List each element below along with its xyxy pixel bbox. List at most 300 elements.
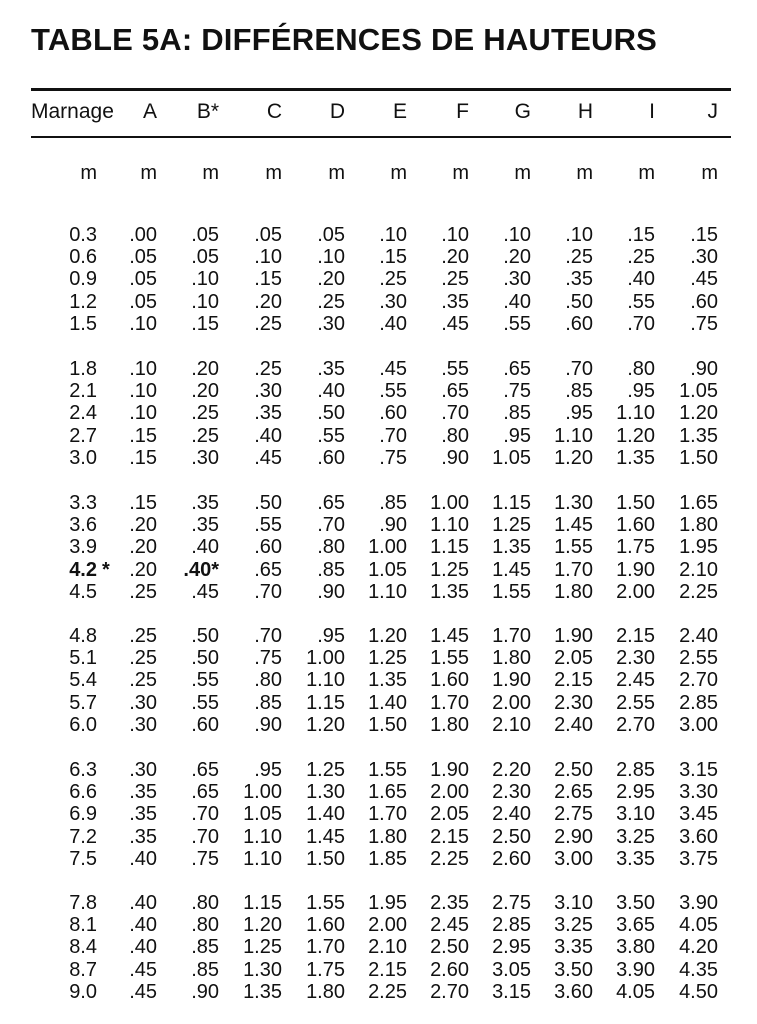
value-cell: 3.35 <box>554 936 593 959</box>
value-cell: .20 <box>129 558 157 581</box>
value-cell: 1.80 <box>492 647 531 670</box>
value-cell: 3.90 <box>616 958 655 981</box>
value-cell: .20 <box>317 268 345 291</box>
table-row <box>0 848 757 870</box>
table-row <box>0 380 757 402</box>
value-cell: 3.00 <box>679 713 718 736</box>
value-cell: .70 <box>441 402 469 425</box>
table-row <box>0 936 757 958</box>
value-cell: .70 <box>565 358 593 380</box>
value-cell: .30 <box>690 246 718 269</box>
table-body <box>0 224 757 1014</box>
value-cell: 1.90 <box>430 759 469 781</box>
marnage-cell: 4.8 <box>69 625 97 647</box>
value-cell: 2.25 <box>368 980 407 1003</box>
value-cell: 1.65 <box>368 781 407 804</box>
table-row <box>0 358 757 380</box>
value-cell: 1.80 <box>368 825 407 848</box>
value-cell: .80 <box>191 914 219 937</box>
value-cell: 1.50 <box>368 713 407 736</box>
value-cell: 2.20 <box>492 759 531 781</box>
marnage-cell: 2.4 <box>69 402 97 425</box>
value-cell: 2.30 <box>554 691 593 714</box>
value-cell: .30 <box>317 312 345 335</box>
value-cell: .40 <box>129 936 157 959</box>
value-cell: 2.55 <box>616 691 655 714</box>
value-cell: 1.20 <box>243 914 282 937</box>
value-cell: 1.80 <box>554 580 593 603</box>
value-cell: .10 <box>191 268 219 291</box>
value-cell: .35 <box>317 358 345 380</box>
value-cell: 1.40 <box>368 691 407 714</box>
value-cell: .95 <box>503 424 531 447</box>
value-cell: .30 <box>379 290 407 313</box>
value-cell: .20 <box>191 358 219 380</box>
value-cell: .70 <box>254 580 282 603</box>
value-cell: .25 <box>317 290 345 313</box>
value-cell: .65 <box>191 759 219 781</box>
value-cell: .15 <box>379 246 407 269</box>
value-cell: 3.60 <box>679 825 718 848</box>
value-cell: 3.75 <box>679 847 718 870</box>
value-cell: .90 <box>379 514 407 537</box>
value-cell: .60 <box>690 290 718 313</box>
value-cell: .35 <box>441 290 469 313</box>
value-cell: 1.35 <box>492 536 531 559</box>
table-row <box>0 647 757 669</box>
value-cell: .25 <box>254 312 282 335</box>
value-cell: .70 <box>379 424 407 447</box>
value-cell: .85 <box>191 958 219 981</box>
marnage-cell: 6.6 <box>69 781 97 804</box>
marnage-cell: 1.5 <box>69 312 97 335</box>
value-cell: 3.65 <box>616 914 655 937</box>
table-row <box>0 268 757 290</box>
value-cell: .85 <box>379 492 407 514</box>
value-cell: .80 <box>254 669 282 692</box>
value-cell: 2.50 <box>554 759 593 781</box>
marnage-cell: 5.7 <box>69 691 97 714</box>
unit-label: m <box>514 162 531 184</box>
value-cell: 2.40 <box>554 713 593 736</box>
column-header-f: F <box>456 100 469 123</box>
value-cell: 1.55 <box>430 647 469 670</box>
value-cell: 1.25 <box>306 759 345 781</box>
marnage-cell: 1.8 <box>69 358 97 380</box>
unit-label: m <box>452 162 469 184</box>
value-cell: .05 <box>129 246 157 269</box>
value-cell: 1.10 <box>430 514 469 537</box>
value-cell: 1.25 <box>243 936 282 959</box>
value-cell: 1.25 <box>492 514 531 537</box>
value-cell: .80 <box>191 892 219 914</box>
value-cell: 1.10 <box>243 847 282 870</box>
value-cell: .70 <box>191 825 219 848</box>
value-cell: .15 <box>690 224 718 246</box>
value-cell: .05 <box>317 224 345 246</box>
marnage-cell: 7.2 <box>69 825 97 848</box>
value-cell: 2.10 <box>492 713 531 736</box>
value-cell: .45 <box>379 358 407 380</box>
marnage-cell: 2.1 <box>69 380 97 403</box>
table-header <box>0 98 757 128</box>
value-cell: .30 <box>129 691 157 714</box>
value-cell: .30 <box>503 268 531 291</box>
table-row <box>0 714 757 736</box>
value-cell: 1.20 <box>306 713 345 736</box>
marnage-cell: 4.2 <box>69 558 97 581</box>
value-cell: .30 <box>191 446 219 469</box>
value-cell: 2.05 <box>430 803 469 826</box>
marnage-cell: 0.3 <box>69 224 97 246</box>
unit-label: m <box>638 162 655 184</box>
value-cell: .30 <box>254 380 282 403</box>
column-header-d: D <box>329 100 345 123</box>
value-cell: 1.80 <box>679 514 718 537</box>
value-cell: 1.15 <box>430 536 469 559</box>
marnage-cell: 5.4 <box>69 669 97 692</box>
value-cell: .35 <box>191 492 219 514</box>
value-cell: 1.40 <box>306 803 345 826</box>
value-cell: 1.55 <box>492 580 531 603</box>
table-row <box>0 803 757 825</box>
value-cell: 1.15 <box>243 892 282 914</box>
value-cell: .40 <box>254 424 282 447</box>
column-header-e: E <box>392 100 407 123</box>
value-cell: 3.25 <box>616 825 655 848</box>
value-cell: .25 <box>129 625 157 647</box>
value-cell: 1.20 <box>368 625 407 647</box>
value-cell: .40 <box>129 914 157 937</box>
value-cell: 1.50 <box>306 847 345 870</box>
unit-label: m <box>390 162 407 184</box>
value-cell: 1.25 <box>430 558 469 581</box>
value-cell: .40 <box>503 290 531 313</box>
value-cell: .40 <box>129 847 157 870</box>
value-cell: 1.35 <box>616 446 655 469</box>
value-cell: 1.05 <box>679 380 718 403</box>
value-cell: 1.00 <box>368 536 407 559</box>
value-cell: 3.10 <box>554 892 593 914</box>
value-cell: .10 <box>379 224 407 246</box>
value-cell: .90 <box>690 358 718 380</box>
value-cell: .70 <box>191 803 219 826</box>
value-cell: 1.10 <box>616 402 655 425</box>
value-cell: 2.00 <box>430 781 469 804</box>
value-cell: 1.20 <box>616 424 655 447</box>
value-cell: 1.75 <box>616 536 655 559</box>
table-row <box>0 759 757 781</box>
value-cell: .25 <box>441 268 469 291</box>
value-cell: .15 <box>254 268 282 291</box>
value-cell: .25 <box>129 669 157 692</box>
value-cell: 1.05 <box>243 803 282 826</box>
value-cell: 4.05 <box>679 914 718 937</box>
unit-label: m <box>265 162 282 184</box>
value-cell: 1.10 <box>554 424 593 447</box>
marnage-cell: 3.0 <box>69 446 97 469</box>
value-cell: .80 <box>441 424 469 447</box>
value-cell: .35 <box>129 781 157 804</box>
unit-label: m <box>328 162 345 184</box>
value-cell: 1.50 <box>616 492 655 514</box>
value-cell: .90 <box>254 713 282 736</box>
value-cell: 1.80 <box>306 980 345 1003</box>
unit-label: m <box>576 162 593 184</box>
value-cell: 2.15 <box>430 825 469 848</box>
value-cell: 2.05 <box>554 647 593 670</box>
value-cell: .45 <box>441 312 469 335</box>
value-cell: .55 <box>503 312 531 335</box>
value-cell: .10 <box>191 290 219 313</box>
value-cell: 3.80 <box>616 936 655 959</box>
value-cell: .40 <box>129 892 157 914</box>
value-cell: 2.00 <box>492 691 531 714</box>
unit-label: m <box>202 162 219 184</box>
value-cell: .65 <box>441 380 469 403</box>
value-cell: .55 <box>191 691 219 714</box>
value-cell: 1.10 <box>243 825 282 848</box>
value-cell: 2.50 <box>430 936 469 959</box>
value-cell: .35 <box>254 402 282 425</box>
value-cell: .90 <box>441 446 469 469</box>
value-cell: .70 <box>627 312 655 335</box>
value-cell: .30 <box>129 713 157 736</box>
marnage-cell: 8.7 <box>69 958 97 981</box>
marnage-cell: 6.0 <box>69 713 97 736</box>
value-cell: .80 <box>317 536 345 559</box>
value-cell: .60 <box>254 536 282 559</box>
value-cell: 1.00 <box>306 647 345 670</box>
value-cell: 2.35 <box>430 892 469 914</box>
column-header-b: B* <box>196 100 219 123</box>
value-cell: .55 <box>441 358 469 380</box>
value-cell: 1.45 <box>492 558 531 581</box>
value-cell: 1.20 <box>554 446 593 469</box>
marnage-cell: 8.4 <box>69 936 97 959</box>
table-row <box>0 492 757 514</box>
value-cell: .60 <box>565 312 593 335</box>
column-header-c: C <box>266 100 282 123</box>
value-cell: .05 <box>191 246 219 269</box>
value-cell: .50 <box>565 290 593 313</box>
value-cell: .20 <box>503 246 531 269</box>
value-cell: 2.55 <box>679 647 718 670</box>
value-cell: 2.60 <box>430 958 469 981</box>
value-cell: .20 <box>129 536 157 559</box>
value-cell: 1.15 <box>492 492 531 514</box>
value-cell: .20 <box>191 380 219 403</box>
value-cell: .35 <box>565 268 593 291</box>
value-cell: 1.10 <box>368 580 407 603</box>
value-cell: 3.35 <box>616 847 655 870</box>
value-cell: 1.70 <box>492 625 531 647</box>
value-cell: 1.35 <box>430 580 469 603</box>
value-cell: .25 <box>379 268 407 291</box>
value-cell: 1.80 <box>430 713 469 736</box>
value-cell: 3.60 <box>554 980 593 1003</box>
value-cell: 3.15 <box>492 980 531 1003</box>
value-cell: .90 <box>317 580 345 603</box>
value-cell: .85 <box>565 380 593 403</box>
value-cell: .25 <box>129 647 157 670</box>
value-cell: .55 <box>317 424 345 447</box>
table-row <box>0 581 757 603</box>
value-cell: .80 <box>627 358 655 380</box>
value-cell: 1.20 <box>679 402 718 425</box>
value-cell: .55 <box>627 290 655 313</box>
value-cell: .60 <box>191 713 219 736</box>
page-title: TABLE 5A: DIFFÉRENCES DE HAUTEURS <box>31 22 658 57</box>
value-cell: .35 <box>129 803 157 826</box>
value-cell: 3.50 <box>616 892 655 914</box>
value-cell: .50 <box>191 647 219 670</box>
value-cell: 4.05 <box>616 980 655 1003</box>
table-row <box>0 425 757 447</box>
value-cell: .55 <box>254 514 282 537</box>
header-rule <box>31 136 731 138</box>
value-cell: 2.25 <box>430 847 469 870</box>
value-cell: 3.15 <box>679 759 718 781</box>
value-cell: .45 <box>254 446 282 469</box>
value-cell: .55 <box>191 669 219 692</box>
value-cell: 1.25 <box>368 647 407 670</box>
value-cell: 1.35 <box>368 669 407 692</box>
value-cell: 1.95 <box>368 892 407 914</box>
value-cell: 1.65 <box>679 492 718 514</box>
value-cell: 2.70 <box>616 713 655 736</box>
table-row <box>0 224 757 246</box>
value-cell: 2.75 <box>492 892 531 914</box>
value-cell: .25 <box>129 580 157 603</box>
value-cell: 1.95 <box>679 536 718 559</box>
table-row <box>0 313 757 335</box>
value-cell: 2.40 <box>679 625 718 647</box>
value-cell: .20 <box>129 514 157 537</box>
value-cell: 2.70 <box>679 669 718 692</box>
value-cell: 2.95 <box>616 781 655 804</box>
value-cell: .10 <box>129 358 157 380</box>
value-cell: .75 <box>191 847 219 870</box>
value-cell: .65 <box>317 492 345 514</box>
value-cell: 1.15 <box>306 691 345 714</box>
marnage-cell: 5.1 <box>69 647 97 670</box>
value-cell: .05 <box>129 268 157 291</box>
value-cell: .95 <box>254 759 282 781</box>
value-cell: .60 <box>379 402 407 425</box>
value-cell: .35 <box>191 514 219 537</box>
marnage-cell: 3.6 <box>69 514 97 537</box>
header-marnage: Marnage <box>31 100 114 123</box>
value-cell: 1.60 <box>430 669 469 692</box>
table-row <box>0 514 757 536</box>
value-cell: 2.15 <box>616 625 655 647</box>
marnage-cell: 1.2 <box>69 290 97 313</box>
marnage-cell: 6.9 <box>69 803 97 826</box>
value-cell: .85 <box>254 691 282 714</box>
value-cell: .40 <box>627 268 655 291</box>
value-cell: .55 <box>379 380 407 403</box>
marnage-cell: 4.5 <box>69 580 97 603</box>
value-cell: 4.50 <box>679 980 718 1003</box>
value-cell: 2.30 <box>616 647 655 670</box>
value-cell: 1.75 <box>306 958 345 981</box>
value-cell: .65 <box>191 781 219 804</box>
value-cell: .50 <box>191 625 219 647</box>
value-cell: 3.25 <box>554 914 593 937</box>
value-cell: .10 <box>129 380 157 403</box>
marnage-cell: 0.6 <box>69 246 97 269</box>
value-cell: 1.70 <box>554 558 593 581</box>
value-cell: 1.05 <box>492 446 531 469</box>
value-cell: .50 <box>254 492 282 514</box>
value-cell: 1.45 <box>430 625 469 647</box>
unit-label: m <box>80 162 97 184</box>
table-row <box>0 981 757 1003</box>
value-cell: 3.00 <box>554 847 593 870</box>
value-cell: .95 <box>627 380 655 403</box>
value-cell: 1.00 <box>430 492 469 514</box>
value-cell: .10 <box>254 246 282 269</box>
value-cell: 1.35 <box>679 424 718 447</box>
value-cell: .50 <box>317 402 345 425</box>
unit-label: m <box>140 162 157 184</box>
table-row <box>0 625 757 647</box>
value-cell: .45 <box>690 268 718 291</box>
value-cell: .75 <box>254 647 282 670</box>
table-row <box>0 692 757 714</box>
value-cell: .25 <box>191 424 219 447</box>
marnage-cell: 3.9 <box>69 536 97 559</box>
table-row <box>0 669 757 691</box>
marnage-cell: 6.3 <box>69 759 97 781</box>
value-cell: .75 <box>690 312 718 335</box>
marnage-cell: 7.5 <box>69 847 97 870</box>
value-cell: .25 <box>191 402 219 425</box>
value-cell: 1.00 <box>243 781 282 804</box>
value-cell: .15 <box>627 224 655 246</box>
value-cell: 2.45 <box>616 669 655 692</box>
value-cell: 1.60 <box>616 514 655 537</box>
value-cell: .95 <box>565 402 593 425</box>
value-cell: .10 <box>503 224 531 246</box>
value-cell: .35 <box>129 825 157 848</box>
value-cell: 1.35 <box>243 980 282 1003</box>
unit-label: m <box>701 162 718 184</box>
value-cell: 2.50 <box>492 825 531 848</box>
value-cell: .00 <box>129 224 157 246</box>
value-cell: .40 <box>379 312 407 335</box>
value-cell: 2.10 <box>368 936 407 959</box>
value-cell: 1.70 <box>368 803 407 826</box>
value-cell: 1.85 <box>368 847 407 870</box>
value-cell: 1.55 <box>306 892 345 914</box>
column-header-j: J <box>707 100 718 123</box>
value-cell: 1.70 <box>306 936 345 959</box>
value-cell: .40* <box>183 558 219 581</box>
marnage-cell: 3.3 <box>69 492 97 514</box>
value-cell: .15 <box>191 312 219 335</box>
value-cell: 1.45 <box>554 514 593 537</box>
value-cell: .85 <box>191 936 219 959</box>
value-cell: 3.90 <box>679 892 718 914</box>
value-cell: .20 <box>441 246 469 269</box>
value-cell: 2.85 <box>492 914 531 937</box>
column-header-i: I <box>649 100 655 123</box>
value-cell: .45 <box>129 958 157 981</box>
table-row <box>0 447 757 469</box>
table-row <box>0 826 757 848</box>
